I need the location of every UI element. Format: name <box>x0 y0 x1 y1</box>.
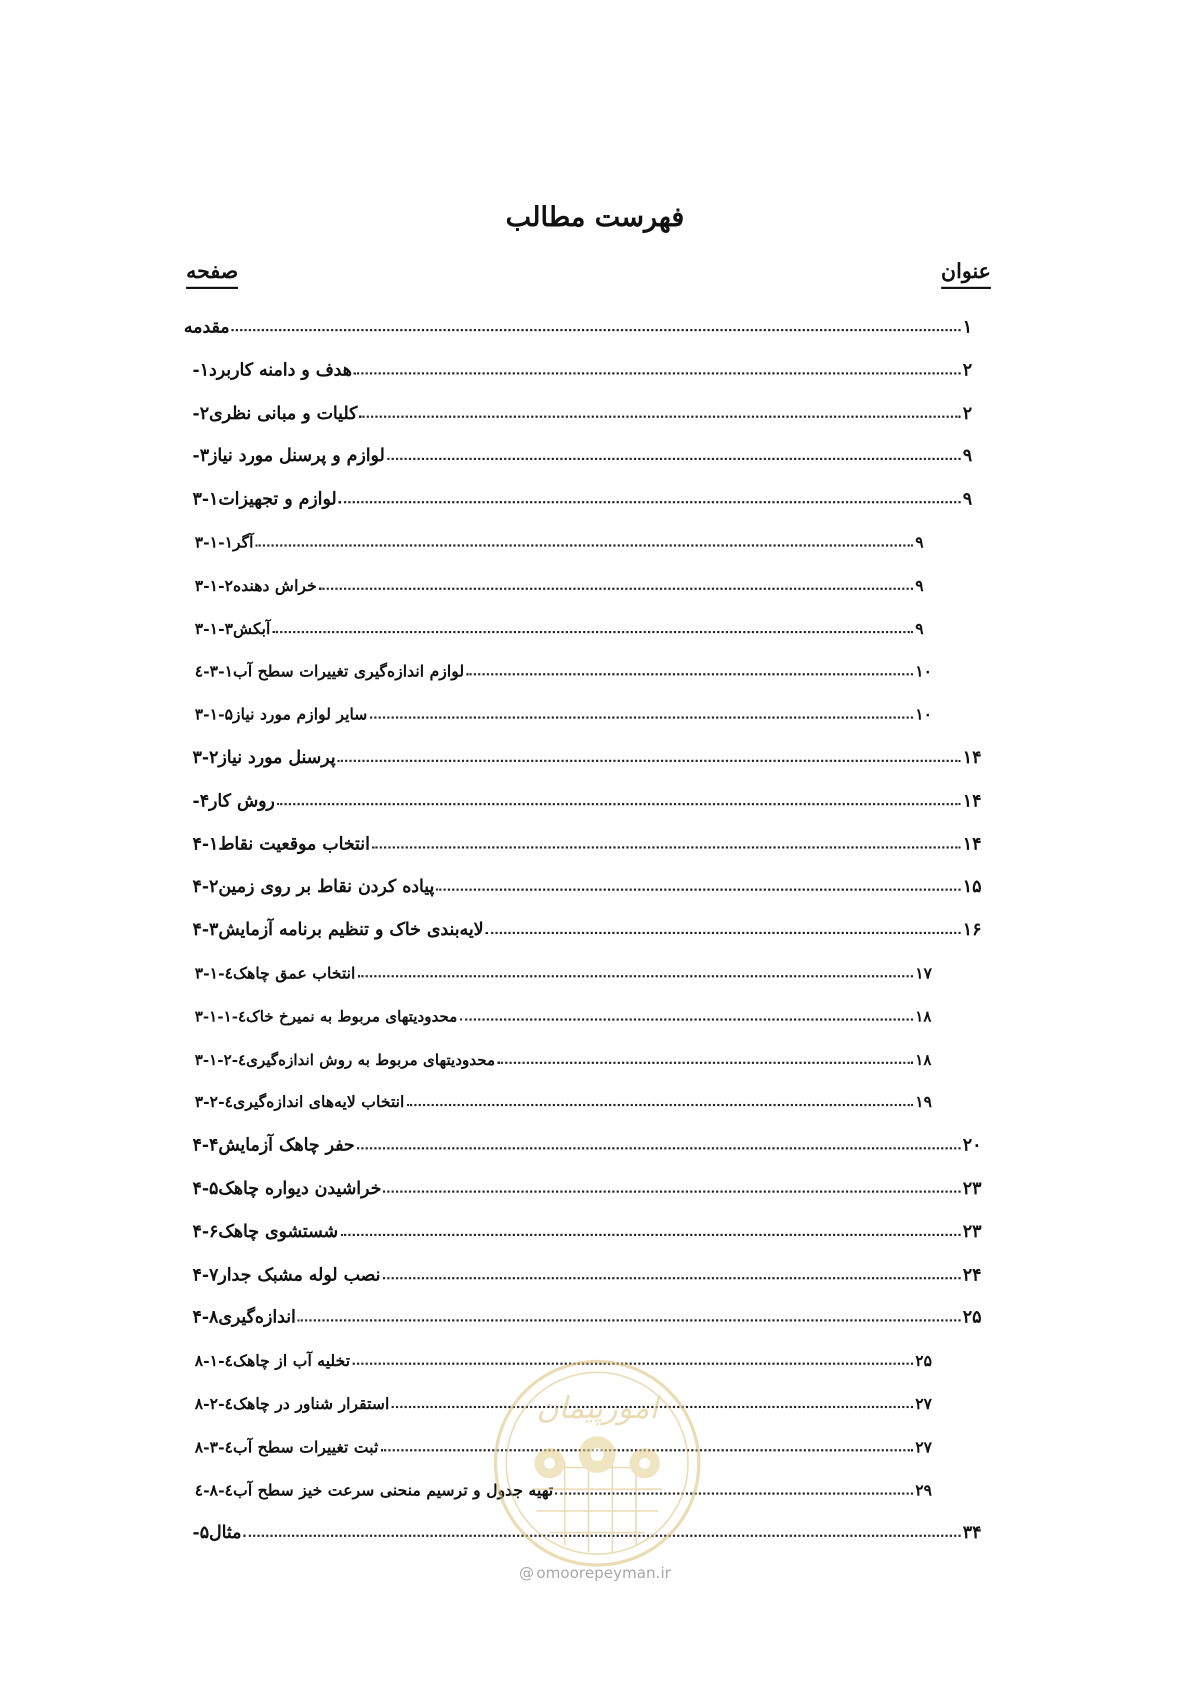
toc-entry-number: ۳- <box>192 445 210 466</box>
toc-entry-number: ۴-۴ <box>192 1134 219 1156</box>
toc-entry-page-number: ۱۴ <box>962 832 982 854</box>
toc-entry <box>184 868 991 896</box>
toc-entry-number: ۳-۲ <box>192 746 219 768</box>
toc-entry-page-number: ۱۰ <box>915 705 933 725</box>
dot-leader <box>387 458 961 460</box>
toc-entry-page-number: ۱۴ <box>962 789 982 811</box>
toc-entry-number: ٤-۳-۱ <box>194 964 234 983</box>
toc-entry <box>184 1342 991 1370</box>
toc-entry <box>184 653 991 681</box>
toc-entry <box>184 1041 991 1069</box>
toc-entry <box>184 1256 991 1284</box>
toc-entry <box>184 782 991 810</box>
toc-entry-page-number: ۲۷ <box>915 1438 933 1457</box>
toc-entry-label: شستشوی چاهک <box>218 1220 339 1242</box>
dot-leader <box>383 1191 960 1193</box>
toc-entry <box>184 1299 991 1327</box>
toc-entry <box>184 610 991 638</box>
dot-leader <box>381 1449 913 1451</box>
toc-entry-page-number: ۱۹ <box>915 1093 933 1112</box>
toc-entry <box>184 524 991 552</box>
dot-leader <box>352 1363 913 1365</box>
dot-leader <box>486 932 961 934</box>
dot-leader <box>358 975 913 977</box>
dot-leader <box>339 501 961 503</box>
toc-entry-number: ۴-۳ <box>192 919 219 940</box>
toc-entry-page-number: ۲۳ <box>962 1177 982 1199</box>
toc-entry <box>184 567 991 595</box>
toc-entry-label: پیاده کردن نقاط بر روی زمین <box>218 876 435 897</box>
toc-entry-number: ۳-۱-۱ <box>194 533 234 552</box>
toc-entry-label: خراش دهنده <box>233 576 317 596</box>
toc-entry <box>184 1385 991 1413</box>
toc-entry-number: ٤-۸-۱ <box>194 1351 234 1371</box>
dot-leader <box>273 631 913 633</box>
toc-entry-page-number: ۲ <box>962 359 973 380</box>
dot-leader <box>298 1320 961 1322</box>
toc-entry-label: انتخاب عمق چاهک <box>233 964 356 983</box>
toc-entry-number: ۲- <box>192 402 210 423</box>
toc-entry-label: سایر لوازم مورد نیاز <box>233 705 368 725</box>
toc-entry-page-number: ۲۵ <box>915 1351 933 1371</box>
toc-entry-page-number: ۱۸ <box>915 1008 932 1026</box>
toc-entry-number: ٤-۳-۲ <box>194 1093 234 1112</box>
dot-leader <box>436 889 960 891</box>
dot-leader <box>466 674 913 676</box>
toc-entry <box>184 911 991 939</box>
toc-entry-page-number: ۱۷ <box>915 964 933 983</box>
at-icon: @ <box>519 1565 535 1583</box>
dot-leader <box>338 760 961 762</box>
toc-entry-page-number: ۲۹ <box>915 1481 933 1500</box>
dot-leader <box>360 415 961 417</box>
dot-leader <box>256 544 913 546</box>
toc-entry-page-number: ۲۰ <box>962 1134 982 1156</box>
watermark-site-text: omoorepeyman.ir <box>536 1565 671 1583</box>
toc-entry <box>184 825 991 853</box>
toc-entry-label: مقدمه <box>183 316 230 337</box>
toc-entry-number: ۳-۱-۵ <box>194 705 234 725</box>
dot-leader <box>232 329 961 331</box>
toc-entry-label: خراشیدن دیواره چاهک <box>218 1177 382 1199</box>
dot-leader <box>357 1147 961 1149</box>
toc-entry-label: استقرار شناور در چاهک <box>233 1395 390 1414</box>
toc-entry <box>184 1084 991 1112</box>
toc-entry-label: پرسنل مورد نیاز <box>218 746 336 768</box>
toc-entry-label: ثبت تغییرات سطح آب <box>233 1438 379 1457</box>
toc-entry-number: ۵- <box>192 1522 210 1543</box>
toc-entry <box>184 395 991 423</box>
dot-leader <box>244 1535 961 1537</box>
toc-entry-page-number: ۱۶ <box>962 919 982 940</box>
toc-entry-page-number: ۹ <box>962 488 973 509</box>
toc-entry-label: لایه‌بندی خاک و تنظیم برنامه آزمایش <box>218 919 484 940</box>
toc-entry-number: ٤-۸-۲ <box>194 1395 234 1414</box>
toc-entry-page-number: ۲۵ <box>962 1306 982 1328</box>
toc-entry <box>184 1170 991 1198</box>
toc-entry-number: ۴-۶ <box>192 1220 219 1242</box>
toc-entry-label: انتخاب موقعیت نقاط <box>218 832 370 854</box>
toc-entry-page-number: ۱ <box>962 316 973 337</box>
toc-entry-page-number: ۹ <box>915 533 924 552</box>
dot-leader <box>370 717 913 719</box>
toc-entry-page-number: ۳۴ <box>962 1522 982 1543</box>
dot-leader <box>555 1492 913 1494</box>
toc-entry-page-number: ۲ <box>962 402 973 423</box>
page-column-header: صفحه <box>186 260 238 289</box>
toc-entry-label: تهیه جدول و ترسیم منحنی سرعت خیز سطح آب <box>233 1481 554 1500</box>
toc-entry <box>184 352 991 380</box>
toc-entry-label: اندازه‌گیری <box>218 1306 296 1328</box>
toc-entry-label: هدف و دامنه کاربرد <box>209 359 352 380</box>
toc-entry-page-number: ۲۳ <box>962 1220 982 1242</box>
toc-entry-number: ۱- <box>192 359 210 380</box>
dot-leader <box>277 803 961 805</box>
dot-leader <box>319 587 913 589</box>
toc-entry-number: ۳-۱-۳ <box>194 619 234 639</box>
toc-entry-number: ۴-۲ <box>192 876 219 897</box>
toc-entry <box>184 1515 991 1543</box>
dot-leader <box>497 1061 913 1063</box>
toc-entry-label: آگر <box>233 533 254 552</box>
toc-entry-label: آبکش <box>233 619 271 639</box>
toc-entry-page-number: ۲۴ <box>962 1263 982 1285</box>
toc-entry-label: مثال <box>209 1522 242 1543</box>
dot-leader <box>460 1018 913 1020</box>
toc-entry-label: لوازم اندازه‌گیری تغییرات سطح آب <box>233 662 465 682</box>
toc-entry-number: ۴-۵ <box>192 1177 219 1199</box>
toc-entry-number: ۴- <box>192 789 210 811</box>
dot-leader <box>392 1406 914 1408</box>
toc-entry-label: لوازم و تجهیزات <box>218 488 337 509</box>
toc-entry-page-number: ۱۸ <box>915 1051 932 1069</box>
toc-entry-page-number: ۱۰ <box>915 662 933 682</box>
toc-entry-label: حفر چاهک آزمایش <box>218 1134 355 1156</box>
toc-entry-label: محدودیتهای مربوط به روش اندازه‌گیری <box>246 1051 496 1069</box>
toc-entry-label: کلیات و مبانی نظری <box>209 402 358 423</box>
dot-leader <box>407 1104 913 1106</box>
toc-entry-number: ۳-۱-۲ <box>194 576 234 596</box>
toc-entry <box>184 308 991 336</box>
watermark-seal-text: امورپیمان <box>536 1390 658 1426</box>
toc-entry <box>184 1471 991 1499</box>
page-title: فهرست مطالب <box>505 201 685 233</box>
toc-entry <box>184 739 991 767</box>
toc-entry <box>184 481 991 509</box>
toc-entry-page-number: ۹ <box>962 445 973 466</box>
toc-entry-label: روش کار <box>209 789 275 811</box>
toc-entry-label: نصب لوله مشبک جدار <box>218 1263 381 1285</box>
toc-entry-number: ۳-۱ <box>192 488 219 509</box>
toc-entry-number: ٤-۸-۳ <box>194 1438 234 1457</box>
toc-entry <box>184 1213 991 1241</box>
watermark-site-label <box>0 1565 1190 1582</box>
title-column-header: عنوان <box>941 260 991 289</box>
toc-entry-page-number: ۲۷ <box>915 1395 933 1414</box>
toc-entry <box>184 438 991 466</box>
toc-entry-page-number: ۹ <box>915 576 924 596</box>
toc-entry-page-number: ۹ <box>915 619 924 639</box>
toc-entry-number: ۴-۱ <box>192 832 219 854</box>
dot-leader <box>340 1234 960 1236</box>
toc-entry <box>184 998 991 1026</box>
dot-leader <box>372 846 961 848</box>
toc-entry-number: ٤-۸-٤ <box>194 1481 234 1500</box>
toc-entry-label: محدودیتهای مربوط به نمیرخ خاک <box>246 1008 458 1026</box>
toc-entry <box>184 1127 991 1155</box>
toc-entry-number: ۳-۱-٤ <box>194 662 234 682</box>
toc-entry-page-number: ۱۵ <box>962 876 982 897</box>
toc-entry <box>184 955 991 983</box>
dot-leader <box>383 1277 961 1279</box>
dot-leader <box>354 372 961 374</box>
toc-entry <box>184 1428 991 1456</box>
toc-entry-label: لوازم و پرسنل مورد نیاز <box>209 445 385 466</box>
toc-entry-label: تخلیه آب از چاهک <box>233 1351 351 1371</box>
toc-entry-number: ۴-۷ <box>192 1263 219 1285</box>
toc-entry-label: انتخاب لایه‌های اندازه‌گیری <box>233 1093 405 1112</box>
toc-entry-number: ٤-۳-۱-۱ <box>194 1008 247 1026</box>
toc-entry-page-number: ۱۴ <box>962 746 982 768</box>
toc-entry <box>184 696 991 724</box>
toc-entry-number: ۴-۸ <box>192 1306 219 1328</box>
toc-entry-number: ٤-۳-۱-۲ <box>194 1051 247 1069</box>
